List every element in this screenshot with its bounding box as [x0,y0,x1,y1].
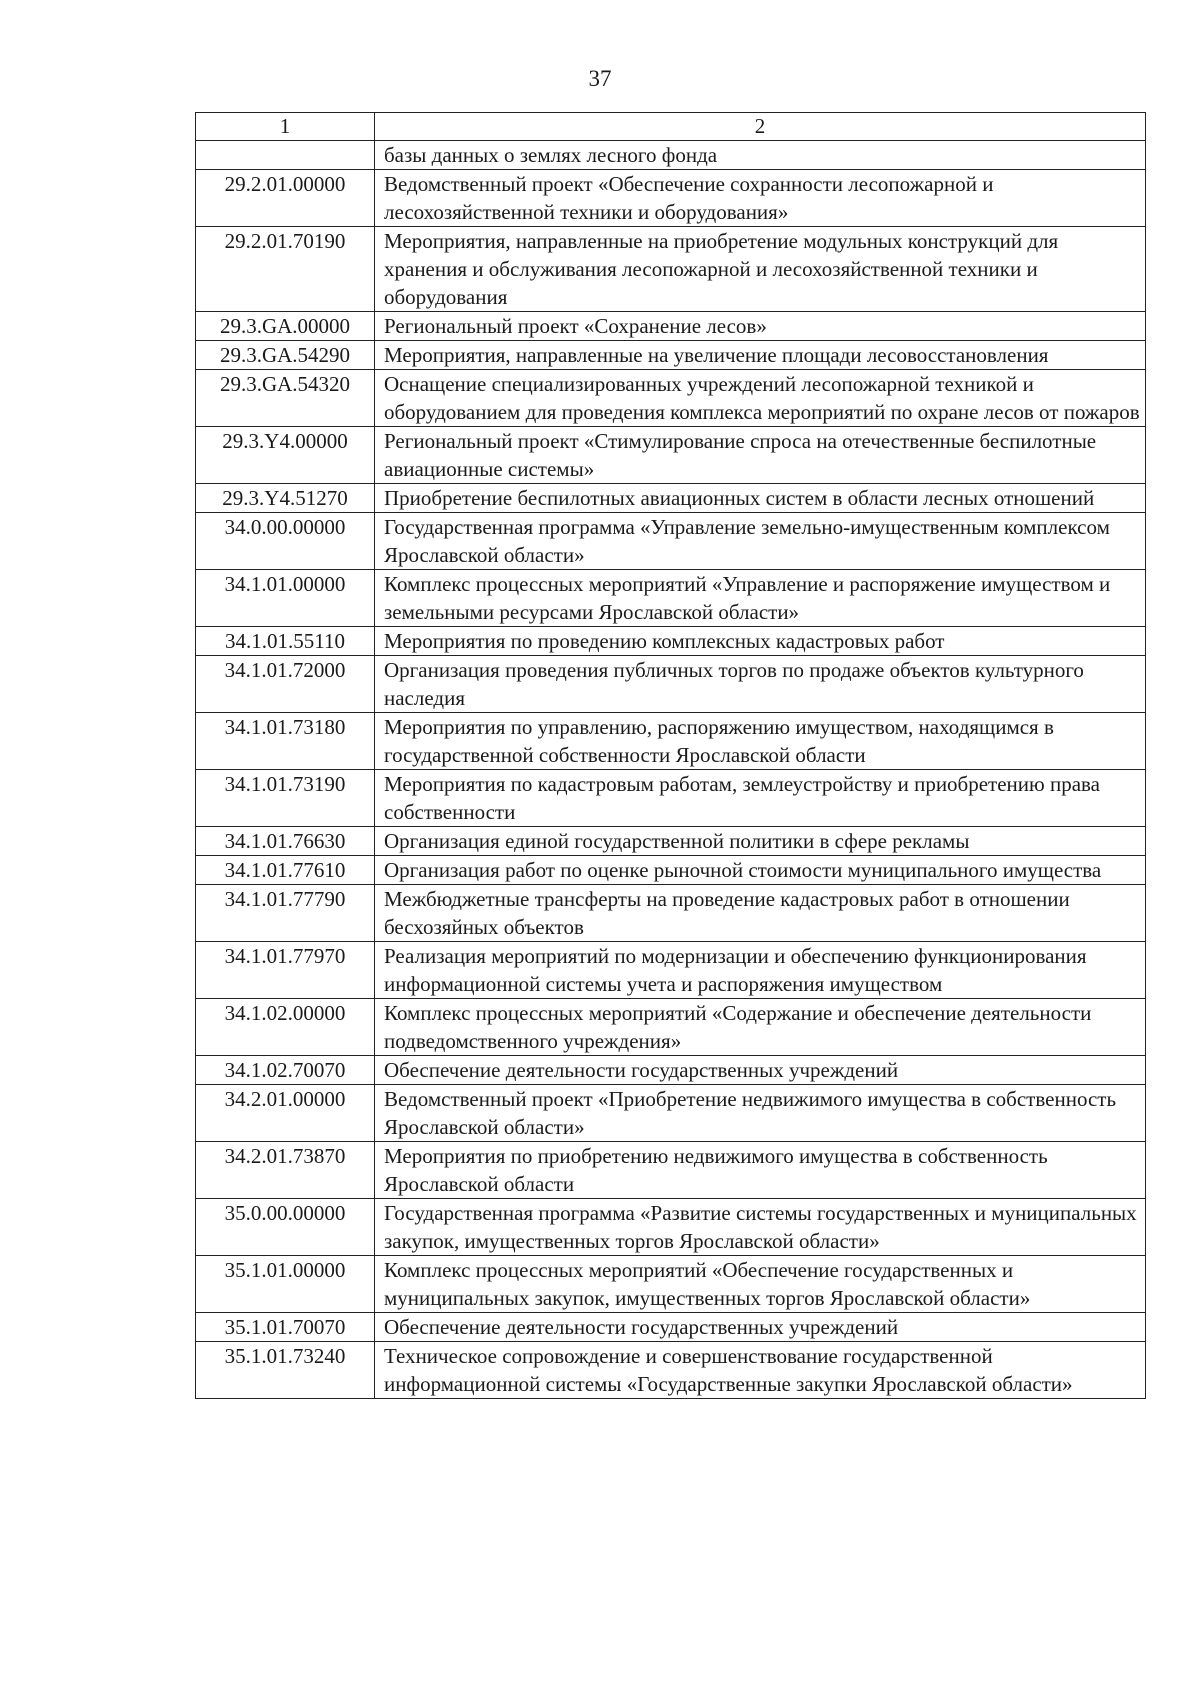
table-row [196,770,1146,827]
row-code-cell: 34.0.00.00000 [196,513,375,570]
row-code-cell [196,141,375,170]
row-code-cell: 34.1.01.55110 [196,627,375,656]
row-name-cell: Межбюджетные трансферты на проведение кадастровых работ в отношении бесхозяйных объектов [375,885,1146,942]
row-name-cell: Мероприятия по приобретению недвижимого имущества в собственность Ярославской области [375,1142,1146,1199]
row-name-cell: Региональный проект «Сохранение лесов» [375,312,1146,341]
table-row [196,713,1146,770]
row-code-cell: 29.3.GA.00000 [196,312,375,341]
column-header-name: 2 [375,113,1146,141]
row-code-cell: 34.1.01.73190 [196,770,375,827]
row-code-cell: 34.1.01.73180 [196,713,375,770]
row-name-cell: Организация работ по оценке рыночной стоимости муниципального имущества [375,856,1146,885]
row-code-cell: 29.3.Y4.51270 [196,484,375,513]
row-name-cell: Региональный проект «Стимулирование спроса на отечественные беспилотные авиационные системы» [375,427,1146,484]
table-row [196,227,1146,312]
row-name-cell: Ведомственный проект «Приобретение недвижимого имущества в собственность Ярославской области» [375,1085,1146,1142]
table-row [196,1342,1146,1399]
table-row [196,856,1146,885]
table-row [196,513,1146,570]
row-code-cell: 34.2.01.00000 [196,1085,375,1142]
table-row [196,370,1146,427]
row-code-cell: 35.1.01.73240 [196,1342,375,1399]
row-name-cell: Реализация мероприятий по модернизации и обеспечению функционирования информационной системы учета и распоряжения имуществом [375,942,1146,999]
row-name-cell: Мероприятия, направленные на увеличение площади лесовосстановления [375,341,1146,370]
row-name-cell: Приобретение беспилотных авиационных систем в области лесных отношений [375,484,1146,513]
row-name-cell: Техническое сопровождение и совершенствование государственной информационной системы «Государственные закупки Ярославской области» [375,1342,1146,1399]
table-row [196,1142,1146,1199]
row-name-cell: Комплекс процессных мероприятий «Управление и распоряжение имуществом и земельными ресурсами Ярославской области» [375,570,1146,627]
row-name-cell: базы данных о землях лесного фонда [375,141,1146,170]
table-row [196,141,1146,170]
table-body [196,141,1146,1399]
row-code-cell: 34.1.01.76630 [196,827,375,856]
row-code-cell: 29.2.01.00000 [196,170,375,227]
row-code-cell: 34.2.01.73870 [196,1142,375,1199]
row-code-cell: 34.1.02.00000 [196,999,375,1056]
table-row [196,999,1146,1056]
table-row [196,570,1146,627]
row-code-cell: 34.1.01.00000 [196,570,375,627]
row-name-cell: Мероприятия, направленные на приобретение модульных конструкций для хранения и обслуживания лесопожарной и лесохозяйственной техники и оборудования [375,227,1146,312]
row-code-cell: 34.1.01.77970 [196,942,375,999]
row-name-cell: Обеспечение деятельности государственных учреждений [375,1313,1146,1342]
table-row [196,312,1146,341]
row-code-cell: 34.1.01.77610 [196,856,375,885]
table-row [196,427,1146,484]
row-name-cell: Оснащение специализированных учреждений лесопожарной техникой и оборудованием для проведения комплекса мероприятий по охране лесов от пожаров [375,370,1146,427]
row-code-cell: 34.1.01.77790 [196,885,375,942]
row-code-cell: 34.1.01.72000 [196,656,375,713]
row-code-cell: 29.3.GA.54320 [196,370,375,427]
table-row [196,627,1146,656]
table-row [196,827,1146,856]
column-header-code: 1 [196,113,375,141]
table-header-row [196,113,1146,141]
row-name-cell: Государственная программа «Развитие системы государственных и муниципальных закупок, имущественных торгов Ярославской области» [375,1199,1146,1256]
row-name-cell: Мероприятия по управлению, распоряжению имуществом, находящимся в государственной собственности Ярославской области [375,713,1146,770]
row-name-cell: Государственная программа «Управление земельно-имущественным комплексом Ярославской области» [375,513,1146,570]
row-name-cell: Мероприятия по проведению комплексных кадастровых работ [375,627,1146,656]
row-name-cell: Комплекс процессных мероприятий «Обеспечение государственных и муниципальных закупок, имущественных торгов Ярославской области» [375,1256,1146,1313]
row-code-cell: 29.3.Y4.00000 [196,427,375,484]
table-row [196,942,1146,999]
table-row [196,1199,1146,1256]
table-row [196,1256,1146,1313]
table-row [196,170,1146,227]
row-code-cell: 35.0.00.00000 [196,1199,375,1256]
table-row [196,885,1146,942]
row-name-cell: Организация единой государственной политики в сфере рекламы [375,827,1146,856]
row-code-cell: 34.1.02.70070 [196,1056,375,1085]
row-code-cell: 35.1.01.00000 [196,1256,375,1313]
row-name-cell: Мероприятия по кадастровым работам, землеустройству и приобретению права собственности [375,770,1146,827]
table-row [196,656,1146,713]
row-name-cell: Ведомственный проект «Обеспечение сохранности лесопожарной и лесохозяйственной техники и оборудования» [375,170,1146,227]
row-code-cell: 29.3.GA.54290 [196,341,375,370]
table-row [196,341,1146,370]
row-name-cell: Обеспечение деятельности государственных учреждений [375,1056,1146,1085]
row-code-cell: 35.1.01.70070 [196,1313,375,1342]
row-code-cell: 29.2.01.70190 [196,227,375,312]
table-row [196,1056,1146,1085]
row-name-cell: Комплекс процессных мероприятий «Содержание и обеспечение деятельности подведомственного учреждения» [375,999,1146,1056]
table-row [196,1313,1146,1342]
page-number: 37 [588,66,612,91]
table-row [196,1085,1146,1142]
row-name-cell: Организация проведения публичных торгов по продаже объектов культурного наследия [375,656,1146,713]
table-row [196,484,1146,513]
budget-classification-table [195,112,1146,1399]
